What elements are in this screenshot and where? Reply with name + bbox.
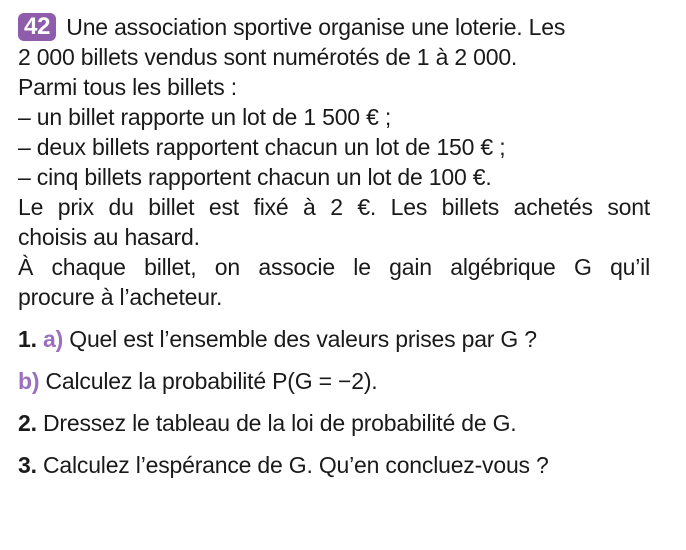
price-text-1: Le prix du billet est fixé à 2 €. Les billets achetés sont bbox=[18, 194, 650, 220]
question-1a bbox=[18, 324, 678, 354]
question-1-number: 1. bbox=[18, 326, 37, 352]
question-1b bbox=[18, 366, 678, 396]
intro-text-2: 2 000 billets vendus sont numérotés de 1 à 2 000. bbox=[18, 44, 518, 70]
intro-line bbox=[18, 12, 678, 42]
question-1a-label: a) bbox=[43, 326, 64, 352]
question-1a-text: Quel est l’ensemble des valeurs prises par G ? bbox=[69, 326, 537, 352]
question-1b-text: Calculez la probabilité P(G = −2). bbox=[45, 368, 378, 394]
question-2-number: 2. bbox=[18, 410, 37, 436]
question-3-text: Calculez l’espérance de G. Qu’en concluez-vous ? bbox=[43, 452, 549, 478]
gain-text-2: procure à l’acheteur. bbox=[18, 284, 223, 310]
intro-text-1: Une association sportive organise une loterie. Les bbox=[66, 14, 566, 40]
intro-text-3: Parmi tous les billets : bbox=[18, 74, 237, 100]
question-2 bbox=[18, 408, 678, 438]
gain-text-1: À chaque billet, on associe le gain algébrique G qu’il bbox=[18, 254, 650, 280]
question-2-text: Dressez le tableau de la loi de probabilité de G. bbox=[43, 410, 517, 436]
exercise-number-badge: 42 bbox=[18, 13, 56, 41]
question-3 bbox=[18, 450, 678, 480]
exercise-block bbox=[18, 12, 678, 480]
question-1b-label: b) bbox=[18, 368, 40, 394]
prize-item-1: – un billet rapporte un lot de 1 500 € ; bbox=[18, 104, 392, 130]
price-text-2: choisis au hasard. bbox=[18, 224, 200, 250]
question-3-number: 3. bbox=[18, 452, 37, 478]
prize-item-3: – cinq billets rapportent chacun un lot de 100 €. bbox=[18, 164, 492, 190]
prize-item-2: – deux billets rapportent chacun un lot de 150 € ; bbox=[18, 134, 506, 160]
